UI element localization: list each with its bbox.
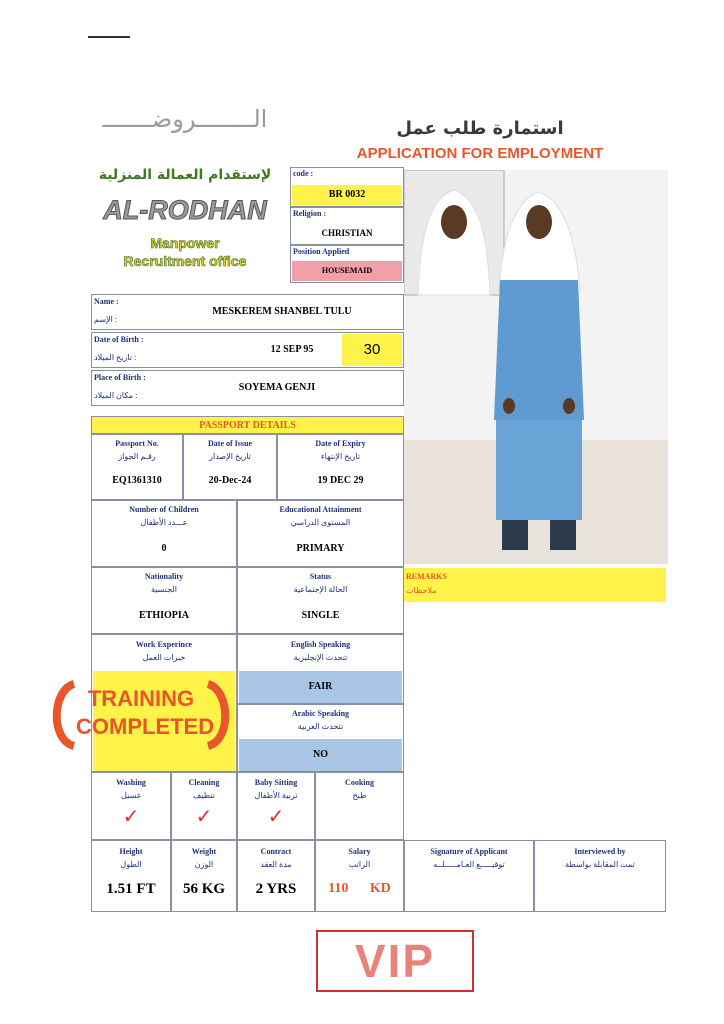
arabic-cell	[237, 704, 404, 772]
issue-date-cell	[183, 434, 277, 500]
interviewed-cell	[534, 840, 666, 912]
passport-no-label: Passport No.	[115, 439, 159, 448]
name-label: Name :	[94, 297, 119, 306]
signature-cell	[404, 840, 534, 912]
skill-cooking-label: Cooking	[345, 778, 374, 787]
skill-cleaning	[171, 772, 237, 840]
religion-value: CHRISTIAN	[321, 228, 373, 238]
expiry-date-ar: تاريخ الإنتهاء	[320, 452, 361, 461]
stamp-line1: TRAINING	[87, 686, 195, 711]
dob-row	[91, 332, 404, 368]
height-value: 1.51 FT	[106, 881, 156, 897]
children-value: 0	[161, 543, 167, 554]
work-exp-ar: خبرات العمل	[142, 653, 186, 662]
height-ar: الطول	[120, 860, 142, 869]
remarks-box	[404, 568, 666, 602]
pob-label: Place of Birth :	[94, 373, 146, 382]
passport-no-cell	[91, 434, 183, 500]
skill-washing-ar: غسيل	[121, 791, 141, 800]
logo	[90, 105, 280, 275]
skill-cleaning-label: Cleaning	[188, 778, 220, 787]
children-label: Number of Children	[129, 505, 199, 514]
signature-label: Signature of Applicant	[430, 847, 508, 856]
children-cell	[91, 500, 237, 567]
english-cell	[237, 634, 404, 704]
age-value: 30	[342, 334, 402, 366]
arabic-ar: تتحدث العربية	[297, 722, 344, 731]
pob-row	[91, 370, 404, 406]
weight-ar: الوزن	[194, 860, 214, 869]
training-completed-stamp	[46, 680, 236, 750]
logo-arabic-sub: لإستقدام العمالة المنزلية	[98, 167, 272, 183]
logo-name: AL-RODHAN	[103, 195, 267, 225]
expiry-date-label: Date of Expiry	[315, 439, 366, 448]
dob-label: Date of Birth :	[94, 335, 144, 344]
logo-line1: Manpower	[150, 235, 220, 251]
english-ar: تتحدث الإنجليزية	[293, 653, 348, 662]
arabic-label: Arabic Speaking	[291, 709, 350, 718]
status-ar: الحالة الإجتماعية	[293, 585, 348, 594]
remarks-label: REMARKS	[406, 572, 447, 581]
work-exp-label: Work Experince	[135, 640, 193, 649]
full-body-photo	[404, 170, 668, 564]
salary-label: Salary	[348, 847, 371, 856]
religion-box	[290, 207, 404, 245]
salary-currency: KD	[369, 881, 391, 896]
skill-baby-sitting-label: Baby Sitting	[254, 778, 298, 787]
skill-cleaning-ar: تنظيف	[193, 791, 215, 800]
contract-value: 2 YRS	[255, 881, 297, 897]
salary-amount: 110	[328, 881, 349, 896]
passport-no-value: EQ1361310	[112, 475, 162, 486]
education-label: Educational Attainment	[279, 505, 362, 514]
dob-ar: تاريخ الميلاد :	[94, 353, 137, 362]
skill-baby-sitting-ar: تربية الأطفال	[254, 791, 298, 800]
expiry-date-value: 19 DEC 29	[317, 475, 364, 486]
arabic-title: استمارة طلب عمل	[396, 118, 564, 139]
vip-stamp-text: VIP	[354, 935, 436, 987]
position-value: HOUSEMAID	[292, 261, 402, 281]
logo-arabic-name: الــــــــروضـــــــ	[102, 105, 268, 133]
interviewed-label: Interviewed by	[574, 847, 626, 856]
pob-ar: مكان الميلاد :	[94, 391, 138, 400]
salary-cell	[315, 840, 404, 912]
education-ar: المستوى الدراسي	[290, 518, 351, 527]
status-value: SINGLE	[301, 610, 340, 621]
passport-no-ar: رقـم الجواز	[118, 452, 156, 461]
signature-ar: توقيـــــع العـامـــــلــه	[433, 860, 505, 869]
issue-date-ar: تاريخ الإصدار	[209, 452, 251, 461]
cleaning-check-icon: ✓	[195, 804, 213, 828]
contract-label: Contract	[260, 847, 292, 856]
skill-washing-label: Washing	[116, 778, 146, 787]
issue-date-label: Date of Issue	[208, 439, 252, 448]
english-label: English Speaking	[290, 640, 351, 649]
skill-cooking	[315, 772, 404, 840]
nationality-label: Nationality	[144, 572, 184, 581]
skill-cooking-ar: طبخ	[352, 791, 367, 800]
position-box	[290, 245, 404, 283]
children-ar: عـــدد الأطفال	[140, 518, 188, 527]
education-cell	[237, 500, 404, 567]
contract-ar: مدة العقد	[260, 860, 292, 869]
name-value: MESKEREM SHANBEL TULU	[212, 306, 352, 317]
baby-sitting-check-icon: ✓	[267, 804, 285, 828]
name-ar: الإسم :	[94, 315, 118, 324]
english-value: FAIR	[239, 671, 402, 703]
status-cell	[237, 567, 404, 634]
page-mark-line	[88, 36, 130, 38]
position-label: Position Applied	[293, 247, 350, 256]
expiry-date-cell	[277, 434, 404, 500]
code-label: code :	[293, 169, 314, 178]
height-label: Height	[119, 847, 143, 856]
pob-value: SOYEMA GENJI	[238, 382, 316, 393]
height-cell	[91, 840, 171, 912]
salary-ar: الراتب	[348, 860, 371, 869]
skill-baby-sitting	[237, 772, 315, 840]
weight-label: Weight	[191, 847, 217, 856]
issue-date-value: 20-Dec-24	[208, 475, 252, 486]
religion-label: Religion :	[293, 209, 327, 218]
name-row	[91, 294, 404, 330]
contract-cell	[237, 840, 315, 912]
code-value: BR 0032	[292, 185, 402, 205]
nationality-cell	[91, 567, 237, 634]
weight-value: 56 KG	[182, 881, 226, 897]
education-value: PRIMARY	[296, 543, 345, 554]
english-title: APPLICATION FOR EMPLOYMENT	[356, 145, 604, 162]
washing-check-icon: ✓	[122, 804, 140, 828]
remarks-ar: ملاحظات	[406, 586, 437, 595]
vip-stamp	[316, 930, 474, 992]
passport-title: PASSPORT DETAILS	[91, 416, 404, 434]
stamp-line2: COMPLETED	[76, 714, 215, 739]
interviewed-ar: تمت المقابلة بواسطة	[565, 860, 635, 869]
skill-washing	[91, 772, 171, 840]
dob-value: 12 SEP 95	[270, 344, 314, 355]
nationality-value: ETHIOPIA	[138, 610, 189, 621]
code-box	[290, 167, 404, 207]
status-label: Status	[309, 572, 332, 581]
logo-line2: Recruitment office	[123, 253, 247, 269]
nationality-ar: الجنسية	[150, 585, 178, 594]
weight-cell	[171, 840, 237, 912]
arabic-value: NO	[239, 739, 402, 771]
